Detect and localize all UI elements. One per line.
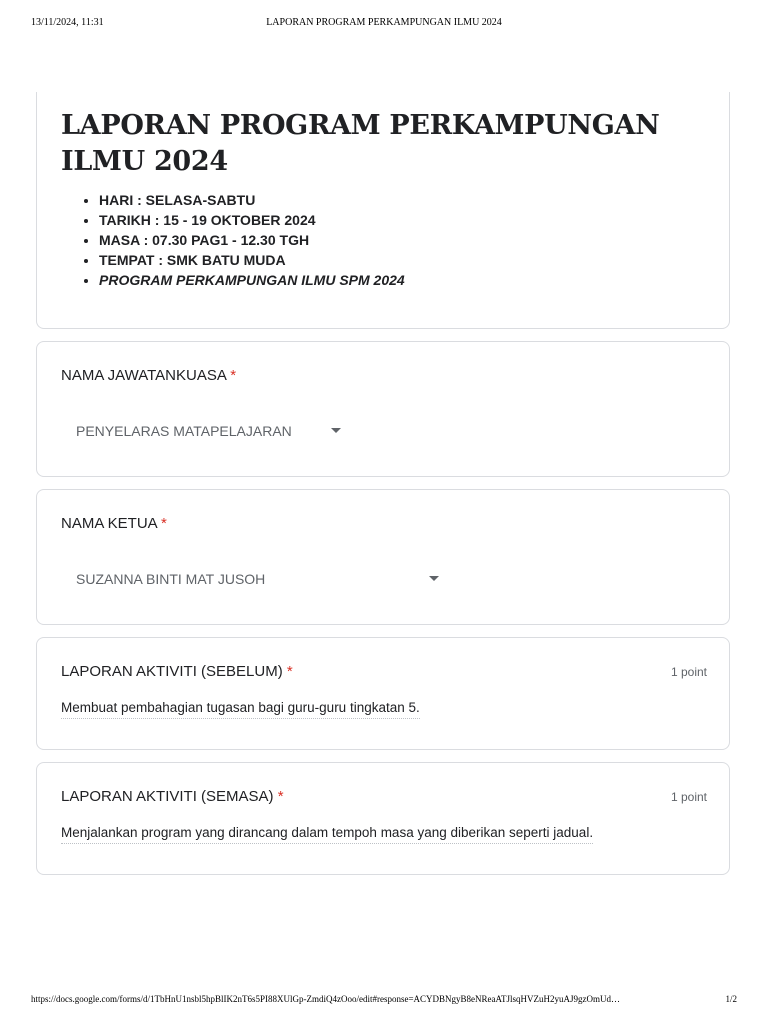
nama-ketua-dropdown[interactable] [61, 562, 461, 594]
print-url: https://docs.google.com/forms/d/1TbHnU1nsbl5hpBlIK2nT6s5PI88XUlGp-ZmdiQ4zOoo/edit#response=ACYDBNgyB8eNReaATJlsqHVZuH2yuAJ9gzOmUd… [31, 994, 621, 1004]
points-badge: 1 point [670, 665, 707, 679]
laporan-sebelum-answer[interactable]: Membuat pembahagian tugasan bagi guru-guru tingkatan 5. [61, 699, 420, 719]
dropdown-selected-value: PENYELARAS MATAPELAJARAN [76, 423, 292, 439]
print-page-number: 1/2 [725, 994, 737, 1004]
info-item-hari: • HARI : SELASA-SABTU [99, 190, 405, 210]
required-asterisk: * [277, 788, 284, 805]
nama-jawatankuasa-dropdown[interactable] [61, 414, 361, 446]
print-title: LAPORAN PROGRAM PERKAMPUNGAN ILMU 2024 [266, 17, 502, 28]
required-asterisk: * [161, 515, 167, 532]
question-card-laporan-semasa [36, 762, 730, 875]
question-label-text: LAPORAN AKTIVITI (SEBELUM) [61, 663, 283, 680]
form-header-card [36, 92, 730, 329]
caret-down-icon [429, 576, 439, 581]
form-title: LAPORAN PROGRAM PERKAMPUNGAN ILMU 2024 [61, 110, 660, 177]
print-date: 13/11/2024, 11:31 [31, 17, 104, 28]
print-footer [0, 994, 768, 1008]
required-asterisk: * [286, 663, 293, 680]
question-label [61, 366, 236, 386]
question-label-text: NAMA KETUA [61, 515, 157, 532]
question-label [61, 787, 284, 807]
question-card-nama-jawatankuasa [36, 341, 730, 477]
question-label [61, 662, 293, 682]
question-label [61, 514, 167, 534]
points-badge: 1 point [670, 790, 707, 804]
question-label-text: NAMA JAWATANKUASA [61, 367, 227, 384]
print-header [0, 17, 768, 31]
info-item-tempat: • TEMPAT : SMK BATU MUDA [99, 250, 405, 270]
info-item-program: • PROGRAM PERKAMPUNGAN ILMU SPM 2024 [99, 270, 405, 290]
required-asterisk: * [230, 367, 237, 384]
question-label-text: LAPORAN AKTIVITI (SEMASA) [61, 788, 274, 805]
dropdown-selected-value: SUZANNA BINTI MAT JUSOH [76, 571, 266, 587]
laporan-semasa-answer[interactable]: Menjalankan program yang dirancang dalam tempoh masa yang diberikan seperti jadual. [61, 824, 593, 844]
question-card-laporan-sebelum [36, 637, 730, 750]
form-description-list [61, 190, 405, 290]
info-item-masa: • MASA : 07.30 PAG1 - 12.30 TGH [99, 230, 405, 250]
question-card-nama-ketua [36, 489, 730, 625]
caret-down-icon [331, 428, 341, 433]
info-item-tarikh: • TARIKH : 15 - 19 OKTOBER 2024 [99, 210, 405, 230]
